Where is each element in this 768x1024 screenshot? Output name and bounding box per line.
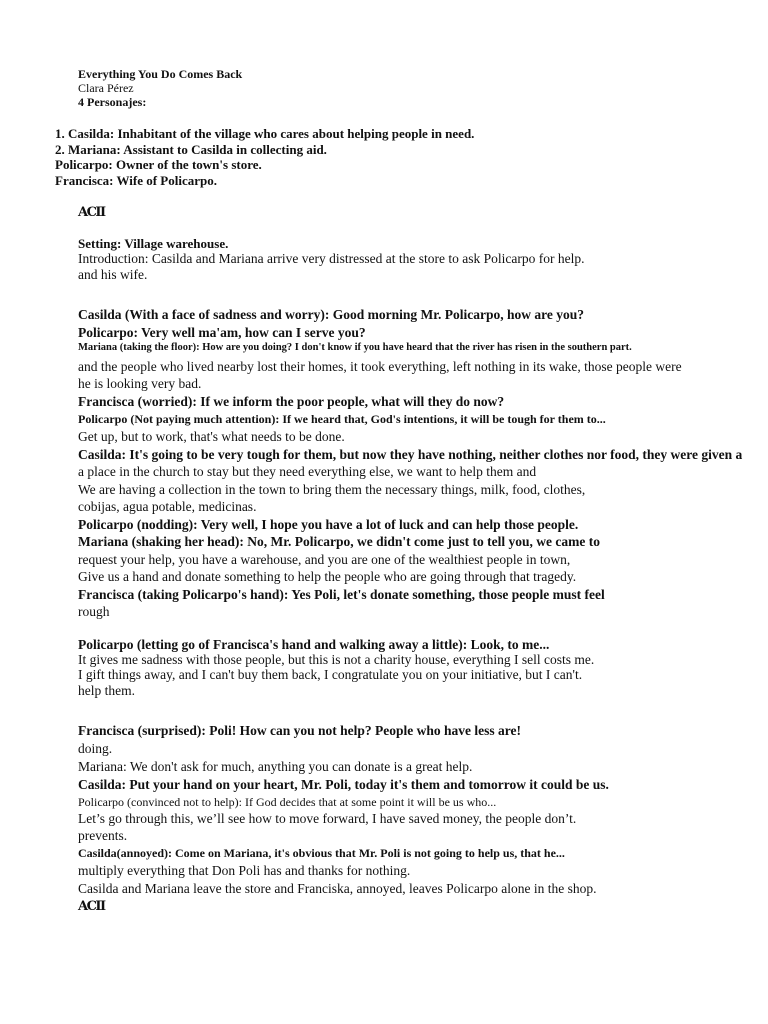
dialogue-line: rough (78, 604, 110, 619)
character-item-policarpo: Policarpo: Owner of the town's store. (55, 157, 262, 172)
dialogue-line: Mariana (shaking her head): No, Mr. Policarpo, we didn't come just to tell you, we came to (78, 534, 600, 549)
dialogue-line: Mariana (taking the floor): How are you doing? I don't know if you have heard that the river has risen in the southern part. (78, 342, 632, 353)
act-heading: ACII (78, 205, 105, 220)
dialogue-line: prevents. (78, 828, 128, 843)
dialogue-line: Casilda: Put your hand on your heart, Mr. Poli, today it's them and tomorrow it could be us. (78, 777, 609, 792)
dialogue-line: request your help, you have a warehouse, and you are one of the wealthiest people in town, (78, 552, 571, 567)
document-title: Everything You Do Comes Back (78, 67, 243, 81)
dialogue-line: We are having a collection in the town to bring them the necessary things, milk, food, clothes, (78, 482, 586, 497)
dialogue-line: Casilda (With a face of sadness and worry): Good morning Mr. Policarpo, how are you? (78, 307, 585, 322)
dialogue-line: Give us a hand and donate something to help the people who are going through that tragedy. (78, 569, 577, 584)
character-item-mariana: 2. Mariana: Assistant to Casilda in collecting aid. (55, 142, 327, 157)
dialogue-line: and the people who lived nearby lost their homes, it took everything, left nothing in its wake, those people were (78, 359, 682, 374)
author: Clara Pérez (78, 81, 134, 95)
dialogue-line: Policarpo (letting go of Francisca's hand and walking away a little): Look, to me... (78, 637, 550, 652)
dialogue-line: Francisca (taking Policarpo's hand): Yes Poli, let's donate something, those people must feel (78, 587, 605, 602)
dialogue-line: he is looking very bad. (78, 376, 202, 391)
dialogue-line: Policarpo (nodding): Very well, I hope you have a lot of luck and can help those people. (78, 517, 579, 532)
dialogue-line: multiply everything that Don Poli has and thanks for nothing. (78, 863, 411, 878)
dialogue-line: Mariana: We don't ask for much, anything you can donate is a great help. (78, 759, 473, 774)
dialogue-line: doing. (78, 741, 113, 756)
dialogue-line: cobijas, agua potable, medicinas. (78, 499, 257, 514)
dialogue-line: help them. (78, 683, 135, 698)
introduction-line-2: and his wife. (78, 267, 148, 282)
dialogue-line: Casilda(annoyed): Come on Mariana, it's obvious that Mr. Poli is not going to help us, that he... (78, 846, 565, 860)
dialogue-line: Casilda and Mariana leave the store and Franciska, annoyed, leaves Policarpo alone in the shop. (78, 881, 597, 896)
dialogue-line: Francisca (worried): If we inform the poor people, what will they do now? (78, 394, 505, 409)
dialogue-line: I gift things away, and I can't buy them back, I congratulate you on your initiative, but I can't. (78, 667, 583, 682)
dialogue-line: Casilda: It's going to be very tough for them, but now they have nothing, neither clothes nor food, they were given a (78, 447, 743, 462)
dialogue-line: a place in the church to stay but they need everything else, we want to help them and (78, 464, 537, 479)
dialogue-line: Francisca (surprised): Poli! How can you not help? People who have less are! (78, 723, 521, 738)
dialogue-line: Policarpo (convinced not to help): If God decides that at some point it will be us who... (78, 795, 497, 809)
character-item-casilda: 1. Casilda: Inhabitant of the village who cares about helping people in need. (55, 126, 475, 141)
dialogue-line: It gives me sadness with those people, but this is not a charity house, everything I sell costs me. (78, 652, 595, 667)
dialogue-line: Let’s go through this, we’ll see how to move forward, I have saved money, the people don’t. (78, 811, 577, 826)
dialogue-line: Policarpo: Very well ma'am, how can I serve you? (78, 325, 366, 340)
introduction-line-1: Introduction: Casilda and Mariana arrive very distressed at the store to ask Policarpo for help. (78, 251, 585, 266)
setting-line: Setting: Village warehouse. (78, 236, 229, 251)
act-end-heading: ACII (78, 899, 105, 914)
dialogue-line: Policarpo (Not paying much attention): If we heard that, God's intentions, it will be tough for them to... (78, 412, 606, 426)
characters-label: 4 Personajes: (78, 95, 147, 109)
dialogue-line: Get up, but to work, that's what needs to be done. (78, 429, 345, 444)
character-item-francisca: Francisca: Wife of Policarpo. (55, 173, 217, 188)
